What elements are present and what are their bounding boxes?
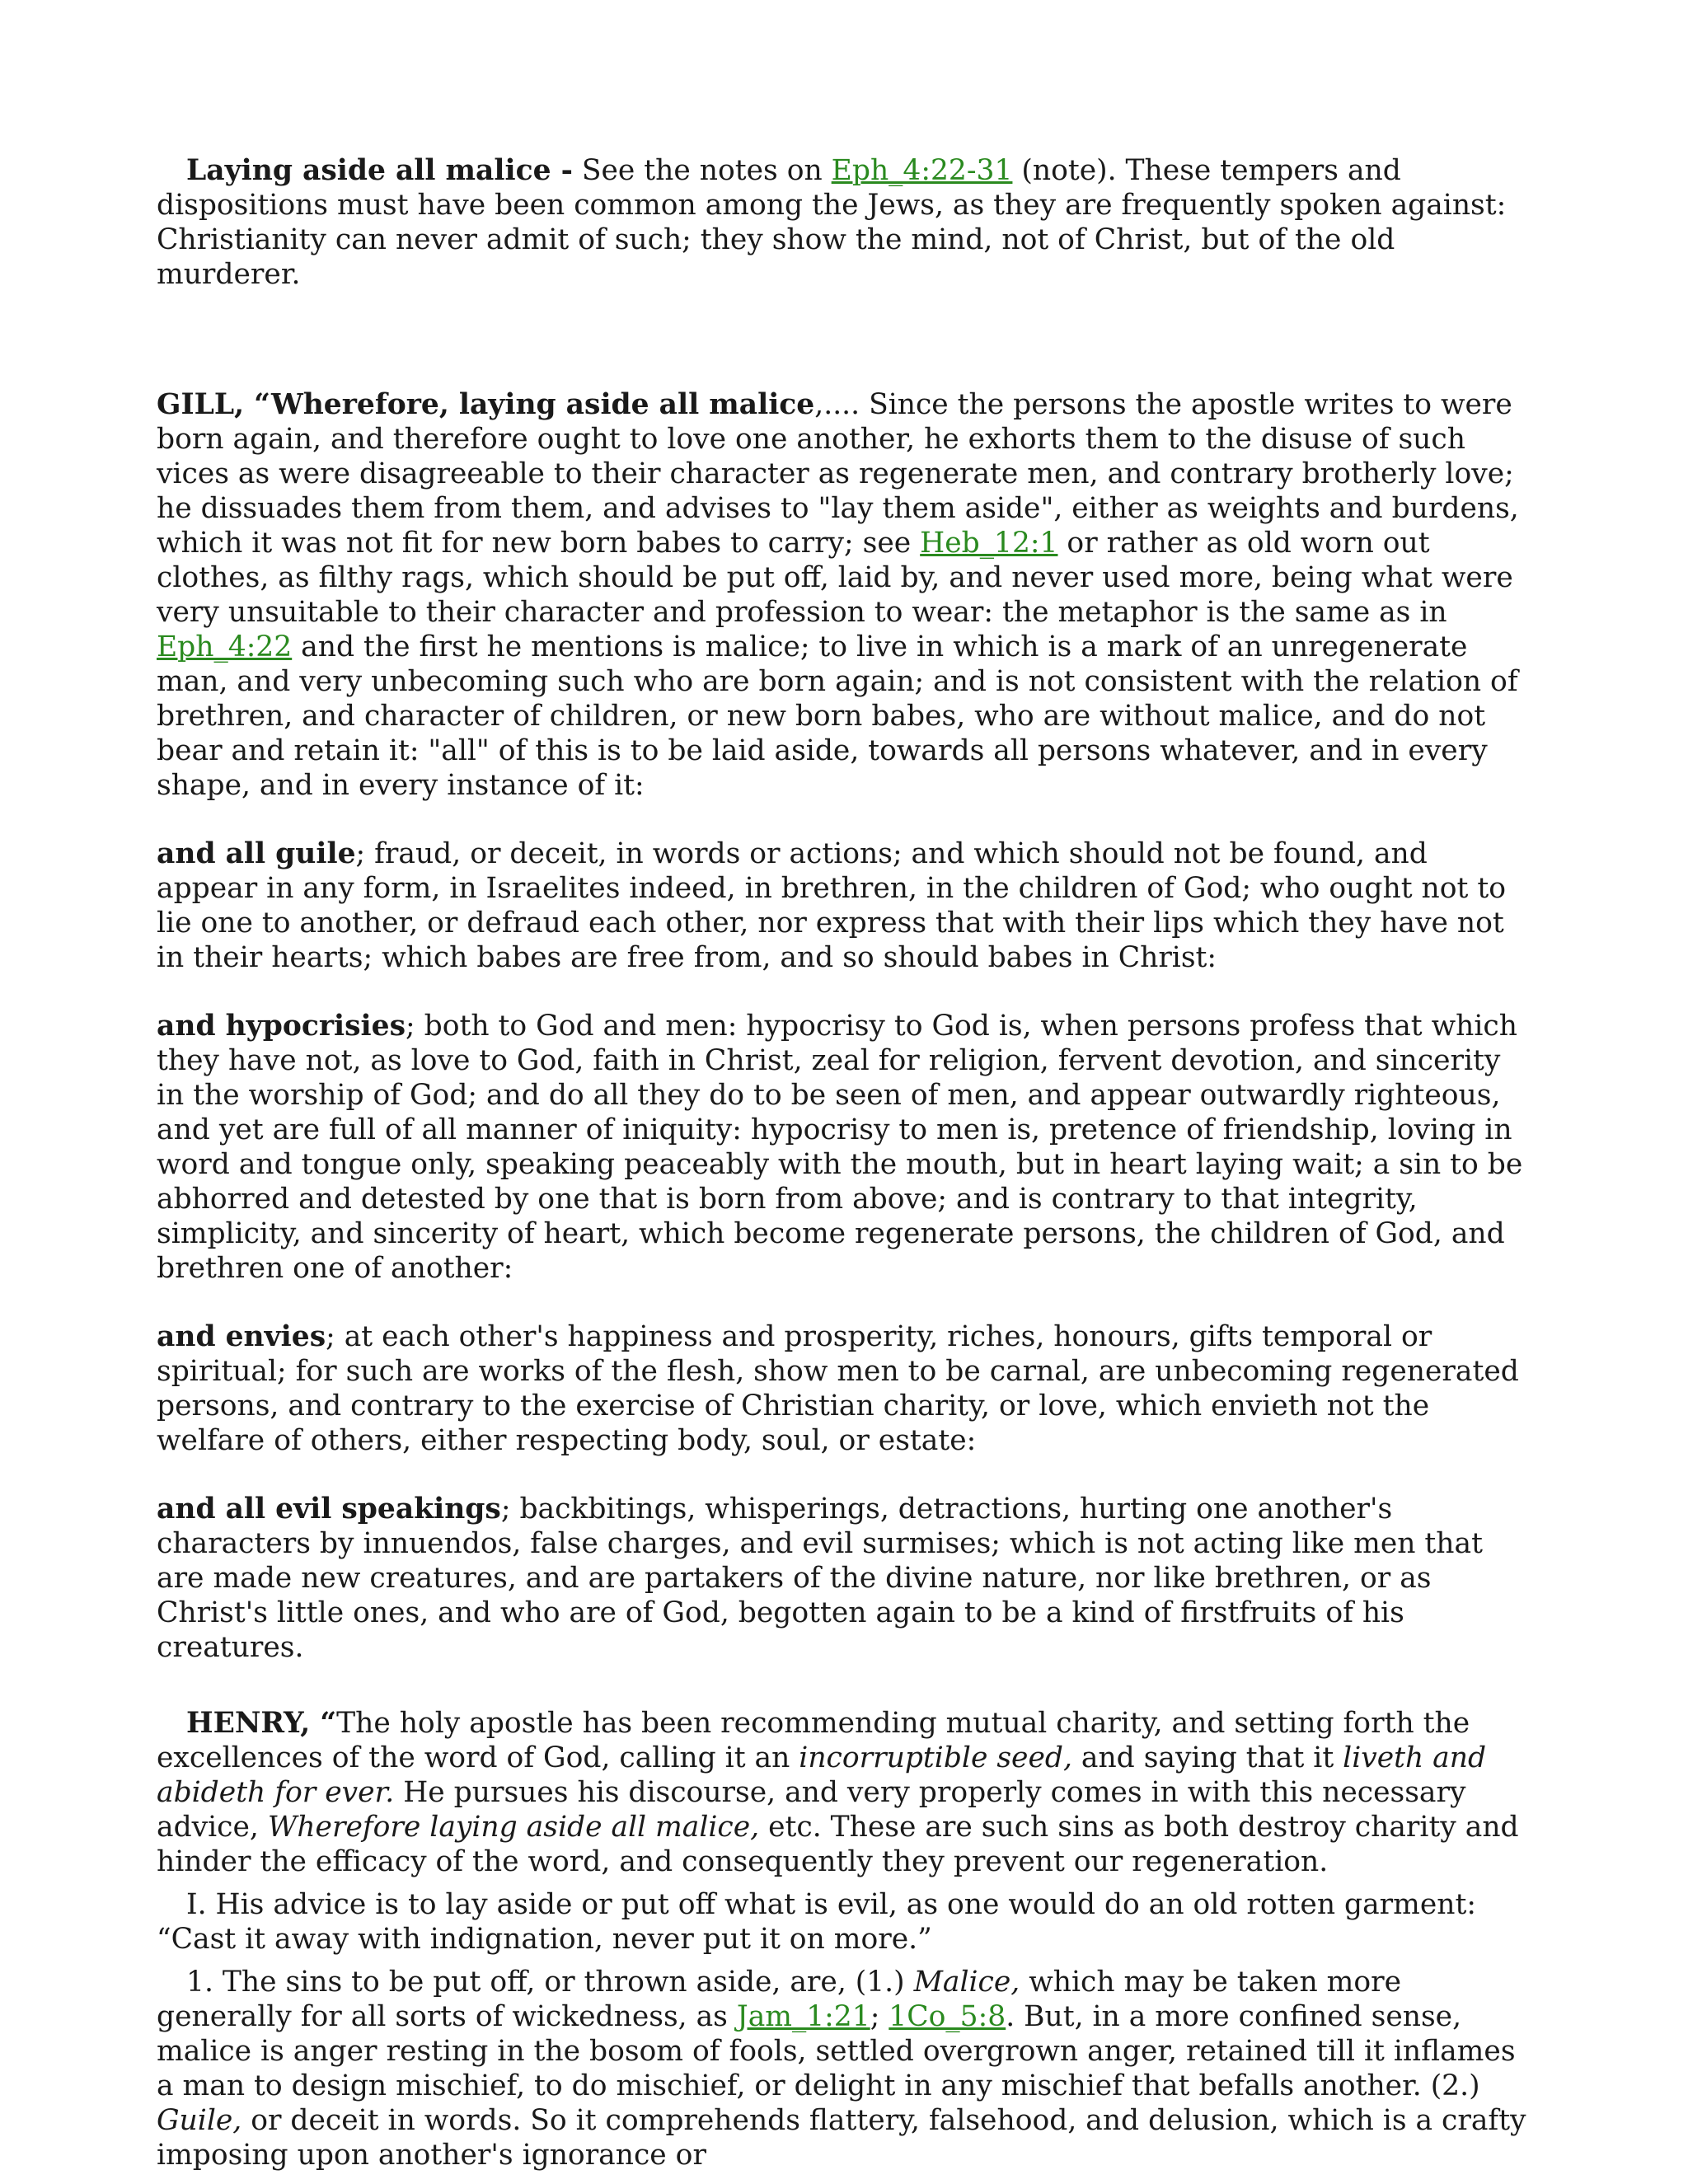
henry-paragraph-intro: HENRY, “The holy apostle has been recommending mutual charity, and setting forth the excellences of the word of God, calling it an incorruptible seed, and saying that it liveth and abideth for ever. He pursues his discourse, and very properly comes in with this necessary advice, Wherefore laying aside all malice, etc. These are such sins as both destroy charity and hinder the efficacy of the word, and consequently they prevent our regeneration. — [157, 1707, 1519, 1878]
scripture-link-1co-5-8[interactable]: 1Co_5:8 — [889, 2000, 1006, 2033]
henry-paragraph-advice: I. His advice is to lay aside or put off what is evil, as one would do an old rotten garment: “Cast it away with indignation, never put it on more.” — [157, 1888, 1476, 1956]
gill-paragraph-malice: GILL, “Wherefore, laying aside all malice,.... Since the persons the apostle writes to were born again, and therefore ought to love one another, he exhorts them to the disuse of such vices as were disagreeable to their character as regenerate men, and contrary brotherly love; he dissuades them from them, and advises to "lay them aside", either as weights and burdens, which it was not fit for new born babes to carry; see Heb_12:1 or rather as old worn out clothes, as filthy rags, which should be put off, laid by, and never used more, being what were very unsuitable to their character and profession to wear: the metaphor is the same as in Eph_4:22 and the first he mentions is malice; to live in which is a mark of an unregenerate man, and very unbecoming such who are born again; and is not consistent with the relation of brethren, and character of children, or new born babes, who are without malice, and do not bear and retain it: "all" of this is to be laid aside, towards all persons whatever, and in every shape, and in every instance of it: — [157, 388, 1519, 802]
scripture-link-heb-12-1[interactable]: Heb_12:1 — [920, 527, 1058, 560]
gill-heading: GILL, “Wherefore, laying aside all malice — [157, 388, 815, 421]
gill-term-envies: and envies — [157, 1320, 326, 1353]
gill-paragraph-envies: and envies; at each other's happiness and prosperity, riches, honours, gifts temporal or spiritual; for such are works of the flesh, show men to be carnal, are unbecoming regenerated persons, and contrary to the exercise of Christian charity, or love, which envieth not the welfare of others, either respecting body, soul, or estate: — [157, 1320, 1519, 1457]
gill-term-guile: and all guile — [157, 837, 356, 870]
scripture-link-eph-4-22[interactable]: Eph_4:22 — [157, 630, 293, 663]
gill-term-hypocrisies: and hypocrisies — [157, 1010, 406, 1043]
clarke-heading: Laying aside all malice - — [186, 154, 573, 187]
gill-paragraph-guile: and all guile; fraud, or deceit, in words or actions; and which should not be found, and appear in any form, in Israelites indeed, in brethren, in the children of God; who ought not to lie one to another, or defraud each other, nor express that with their lips which they have not in their hearts; which babes are free from, and so should babes in Christ: — [157, 837, 1506, 974]
gill-paragraph-hypocrisies: and hypocrisies; both to God and men: hypocrisy to God is, when persons profess that which they have not, as love to God, faith in Christ, zeal for religion, fervent devotion, and sincerity in the worship of God; and do all they do to be seen of men, and appear outwardly righteous, and yet are full of all manner of iniquity: hypocrisy to men is, pretence of friendship, loving in word and tongue only, speaking peaceably with the mouth, but in heart laying wait; a sin to be abhorred and detested by one that is born from above; and is contrary to that integrity, simplicity, and sincerity of heart, which become regenerate persons, the children of God, and brethren one of another: — [157, 1010, 1523, 1285]
scripture-link-eph-4-22-31[interactable]: Eph_4:22-31 — [831, 154, 1013, 187]
henry-paragraph-sins: 1. The sins to be put off, or thrown aside, are, (1.) Malice, which may be taken more generally for all sorts of wickedness, as Jam_1:21; 1Co_5:8. But, in a more confined sense, malice is anger resting in the bosom of fools, settled overgrown anger, retained till it inflames a man to design mischief, to do mischief, or delight in any mischief that befalls another. (2.) Guile, or deceit in words. So it comprehends flattery, falsehood, and delusion, which is a crafty imposing upon another's ignorance or — [157, 1966, 1526, 2172]
clarke-paragraph: Laying aside all malice - See the notes on Eph_4:22-31 (note). These tempers and dispositions must have been common among the Jews, as they are frequently spoken against: Christianity can never admit of such; they show the mind, not of Christ, but of the old murderer. — [157, 154, 1507, 291]
gill-paragraph-evil-speakings: and all evil speakings; backbitings, whisperings, detractions, hurting one another's characters by innuendos, false charges, and evil surmises; which is not acting like men that are made new creatures, and are partakers of the divine nature, nor like brethren, or as Christ's little ones, and who are of God, begotten again to be a kind of firstfruits of his creatures. — [157, 1493, 1483, 1664]
gill-term-evil-speakings: and all evil speakings — [157, 1493, 501, 1526]
scripture-link-jam-1-21[interactable]: Jam_1:21 — [736, 2000, 870, 2033]
commentary-page — [157, 153, 1535, 2172]
henry-heading: HENRY, “ — [186, 1707, 337, 1740]
